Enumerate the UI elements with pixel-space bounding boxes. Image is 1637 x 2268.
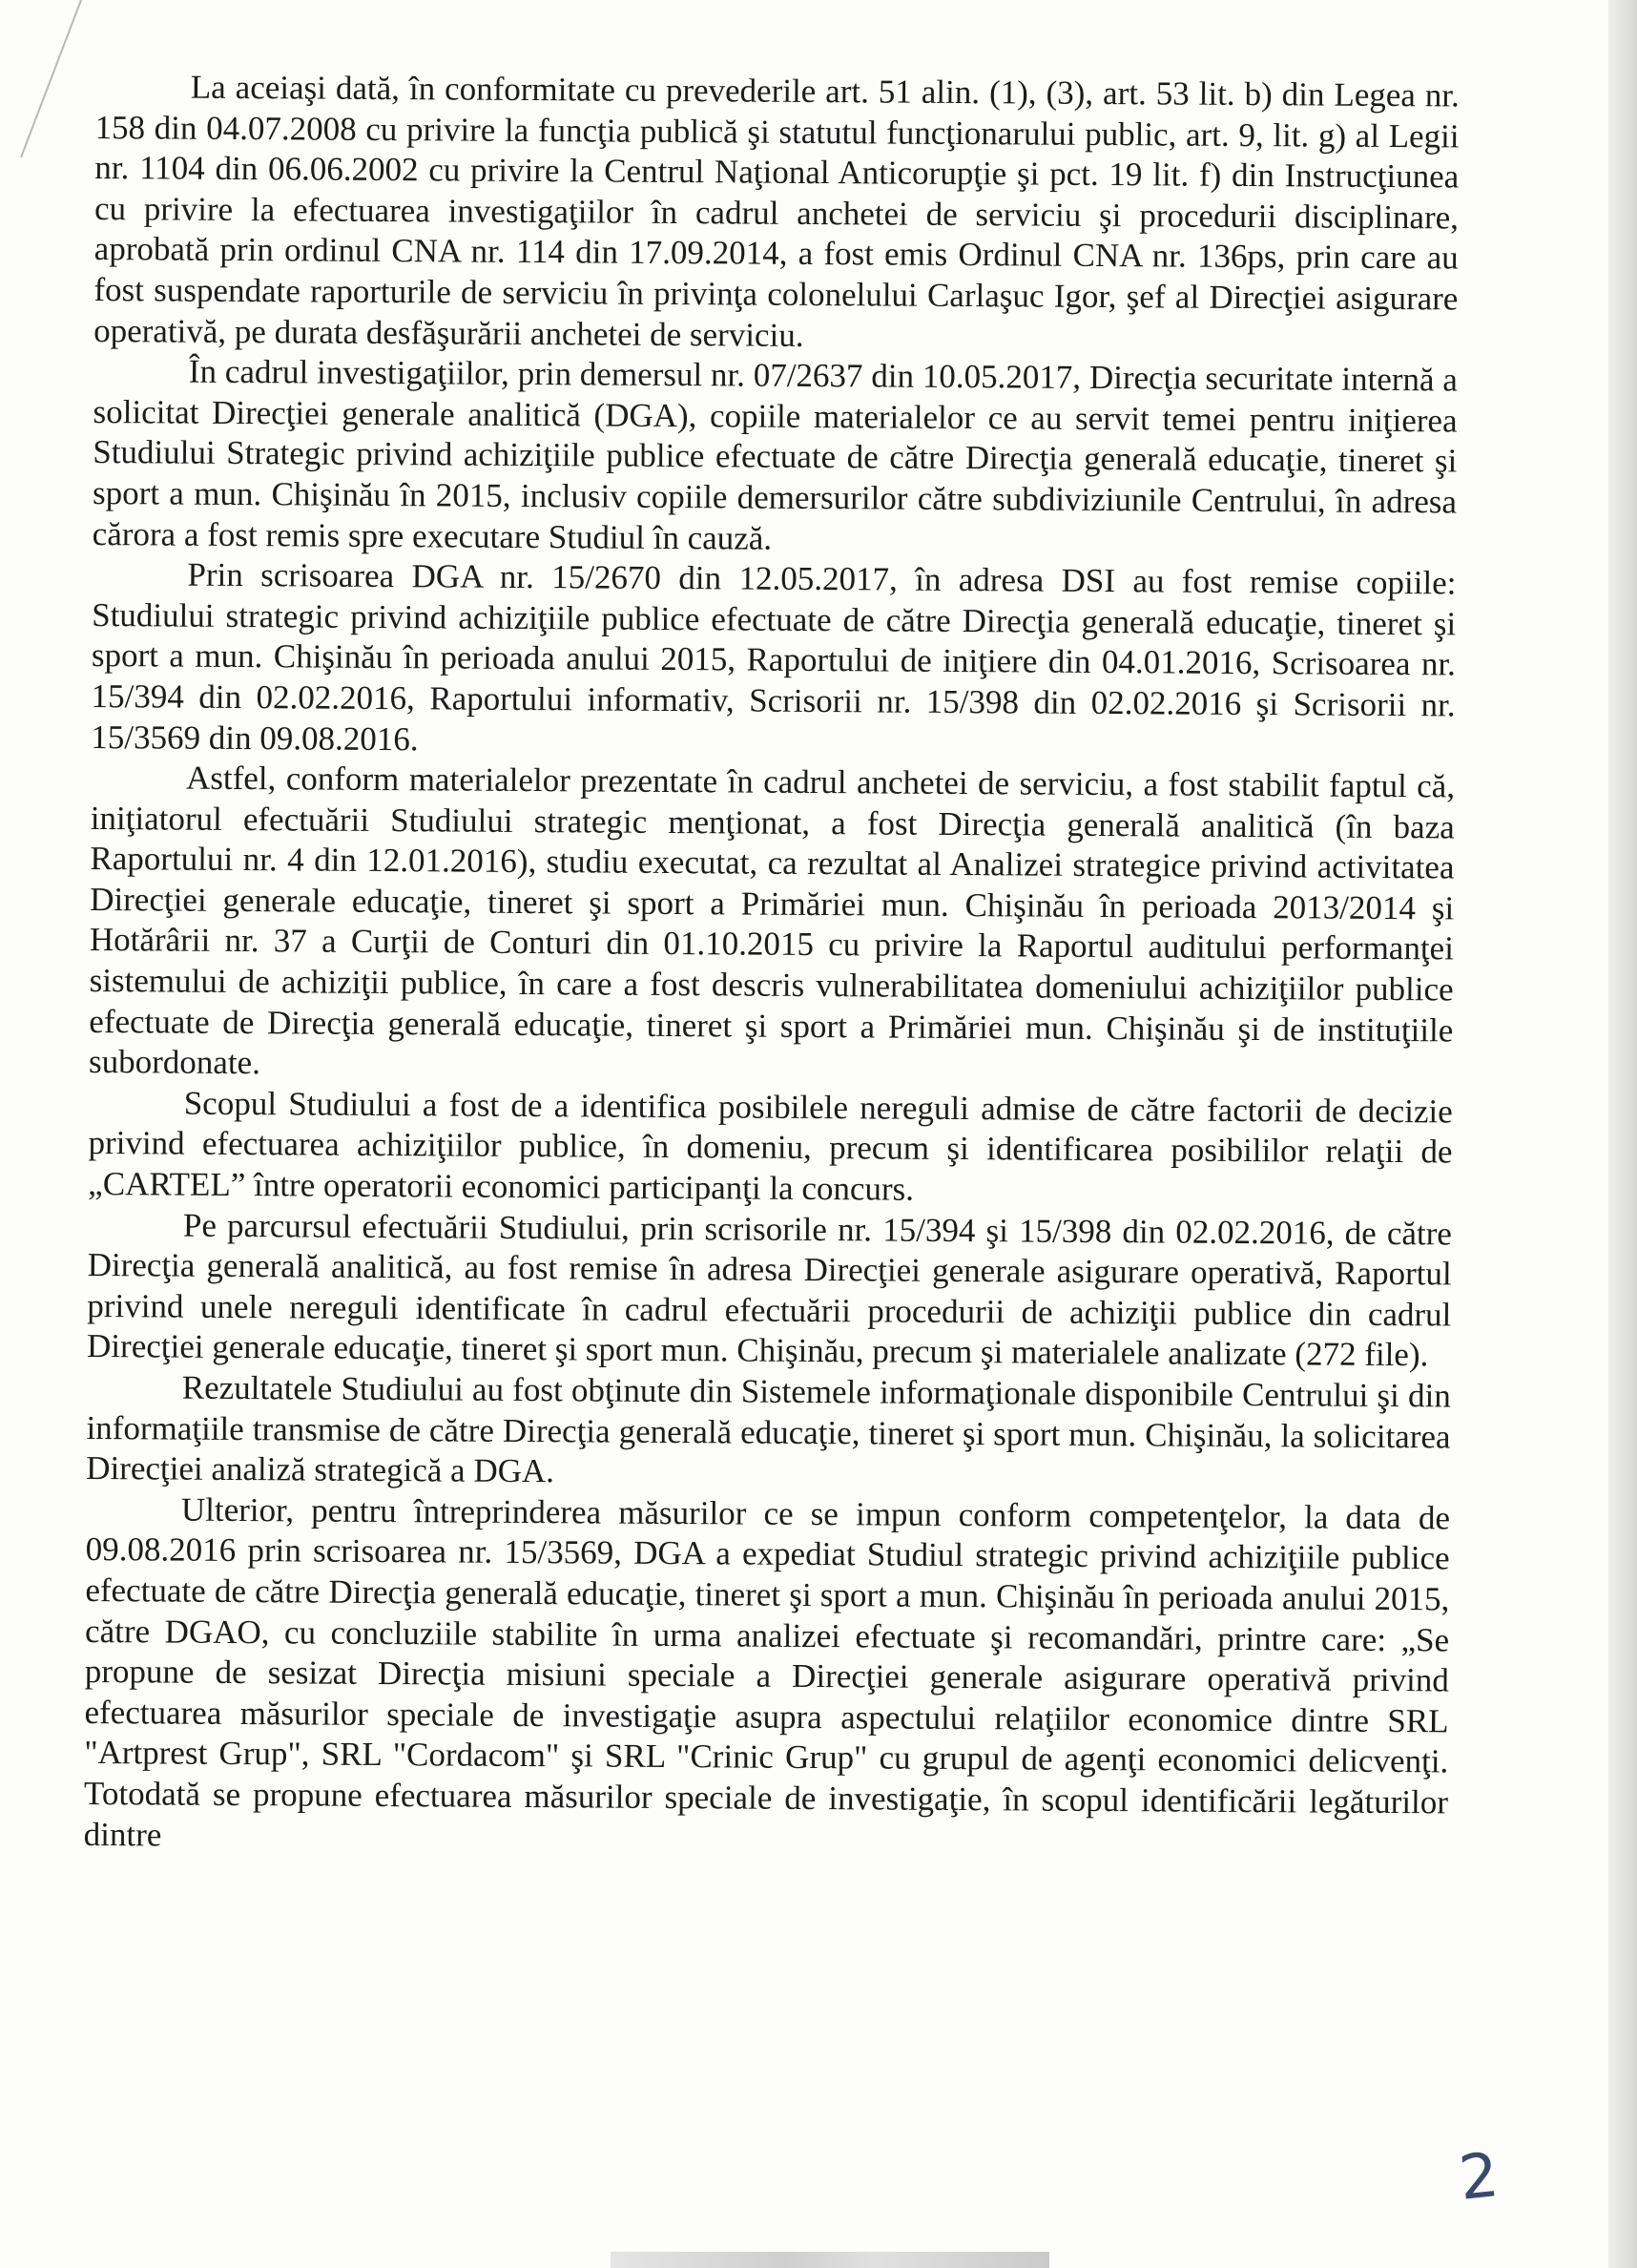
paragraph-6: Pe parcursul efectuării Studiului, prin scrisorile nr. 15/394 şi 15/398 din 02.02.2016, de către Direcţia generală analitică, au fost remise în adresa Direcţiei generale asigurare operativă, Raportul privind unele nereguli identificate în cadrul efectuării procedurii de achiziţii publice din cadrul Direcţiei generale educaţie, tineret şi sport mun. Chişinău, precum şi materialele analizate (272 file). (86, 1206, 1453, 1374)
paragraph-7: Rezultatele Studiului au fost obţinute din Sistemele informaţionale disponibile Centrului şi din informaţiile transmise de către Direcţia generală educaţie, tineret şi sport mun. Chişinău, la solicitarea Direcţiei analiză strategică a DGA. (86, 1368, 1451, 1490)
paragraph-1: La aceiaşi dată, în conformitate cu prevederile art. 51 alin. (1), (3), art. 53 lit. b) din Legea nr. 158 din 04.07.2008 cu privire la funcţia publică şi statutul funcţionarului public, art. 9, lit. g) al Legii nr. 1104 din 06.06.2002 cu privire la Centrul Naţional Anticorupţie şi pct. 19 lit. f) din Instrucţiunea cu privire la efectuarea investigaţiilor în cadrul anchetei de serviciu şi procedurii disciplinare, aprobată prin ordinul CNA nr. 114 din 17.09.2014, a fost emis Ordinul CNA nr. 136ps, prin care au fost suspendate raporturile de serviciu în privinţa colonelului Carlaşuc Igor, şef al Direcţiei asigurare operativă, pe durata desfăşurării anchetei de serviciu. (93, 68, 1460, 354)
scan-page-edge (1608, 0, 1637, 2268)
scan-footer-artifact (611, 2252, 1049, 2268)
paragraph-5: Scopul Studiului a fost de a identifica posibilele nereguli admise de către factorii de decizie privind efectuarea achiziţiilor publice, în domeniu, precum şi identificarea posibililor relaţii de „CARTEL” între operatorii economici participanţi la concurs. (88, 1084, 1453, 1208)
paragraph-3: Prin scrisoarea DGA nr. 15/2670 din 12.05.2017, în adresa DSI au fost remise copiile: Studiului strategic privind achiziţiile publice efectuate de către Direcţia generală educaţie, tineret şi sport a mun. Chişinău în perioada anului 2015, Raportului de iniţiere din 04.01.2016, Scrisoarea nr. 15/394 din 02.02.2016, Raportului informativ, Scrisorii nr. 15/398 din 02.02.2016 şi Scrisorii nr. 15/3569 din 09.08.2016. (91, 555, 1457, 758)
paragraph-8: Ulterior, pentru întreprinderea măsurilor ce se impun conform competenţelor, la data de 09.08.2016 prin scrisoarea nr. 15/3569, DGA a expediat Studiul strategic privind achiziţiile publice efectuate de către Direcţia generală educaţie, tineret şi sport a mun. Chişinău în perioada anului 2015, către DGAO, cu concluziile stabilite în urma analizei efectuate şi recomandări, printre care: „Se propune de sesizat Direcţia misiuni speciale a Direcţiei generale asigurare operativă privind efectuarea măsurilor speciale de investigaţie asupra aspectului relaţiilor economice dintre SRL "Artprest Grup", SRL "Cordacom" şi SRL "Crinic Grup" cu grupul de agenţi economici delicvenţi. Totodată se propune efectuarea măsurilor speciale de investigaţie, în scopul identificării legăturilor dintre (83, 1490, 1451, 1854)
paragraph-2: În cadrul investigaţiilor, prin demersul nr. 07/2637 din 10.05.2017, Direcţia securitate internă a solicitat Direcţiei generale analitică (DGA), copiile materialelor ce au servit temei pentru iniţierea Studiului Strategic privind achiziţiile publice efectuate de către Direcţia generală educaţie, tineret şi sport a mun. Chişinău în 2015, inclusiv copiile demersurilor către subdiviziunile Centrului, în adresa cărora a fost remis spre executare Studiul în cauză. (92, 352, 1458, 557)
document-body (84, 67, 1460, 1864)
paragraph-4: Astfel, conform materialelor prezentate în cadrul anchetei de serviciu, a fost stabilit faptul că, iniţiatorul efectuării Studiului strategic menţionat, a fost Direcţia generală analitică (în baza Raportului nr. 4 din 12.01.2016), studiu executat, ca rezultat al Analizei strategice privind activitatea Direcţiei generale educaţie, tineret şi sport a Primăriei mun. Chişinău în perioada 2013/2014 şi Hotărârii nr. 37 a Curţii de Conturi din 01.10.2015 cu privire la Raportul auditului performanţei sistemului de achiziţii publice, în care a fost descris vulnerabilitatea domeniului achiziţiilor publice efectuate de Direcţia generală educaţie, tineret şi sport a Primăriei mun. Chişinău şi de instituţiile subordonate. (88, 759, 1456, 1082)
handwritten-page-number: 2 (1456, 2140, 1502, 2215)
